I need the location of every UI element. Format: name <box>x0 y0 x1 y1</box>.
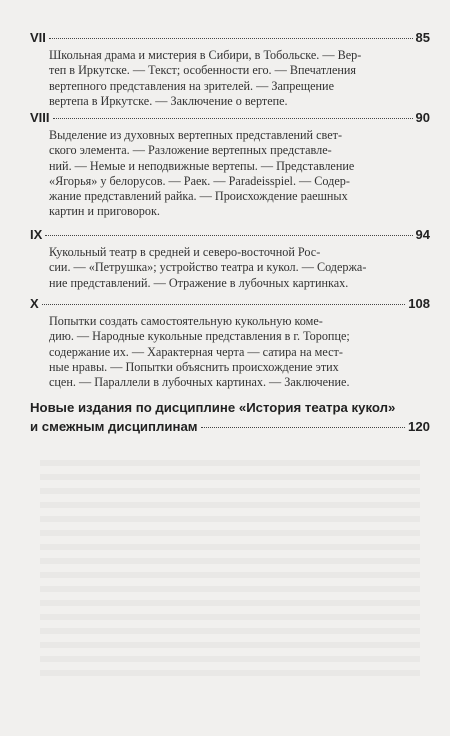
bleed-through-shadow <box>40 460 420 680</box>
chapter-summary <box>49 128 430 220</box>
final-heading-text: Новые издания по дисциплине «История театра кукол» <box>30 400 396 415</box>
toc-entry-header <box>30 110 430 125</box>
toc-entry-ix[interactable] <box>30 227 430 291</box>
toc-entry-viii[interactable] <box>30 110 430 220</box>
toc-entry-header <box>30 30 430 45</box>
summary-line: теп в Иркутске. — Текст; особенности его. — Впечатления <box>49 63 357 78</box>
chapter-summary <box>49 48 430 109</box>
toc-entry-header <box>30 296 430 311</box>
summary-line: сии. — «Петрушка»; устройство театра и кукол. — Содержа- <box>49 260 367 275</box>
final-heading-text: и смежным дисциплинам <box>30 419 198 434</box>
chapter-numeral: IX <box>30 227 43 242</box>
page-number: 94 <box>415 227 430 242</box>
chapter-numeral: VII <box>30 30 46 45</box>
summary-line: жание представлений райка. — Происхождение раешных <box>49 189 348 204</box>
toc-entry-new-editions[interactable] <box>30 398 430 436</box>
final-heading-line <box>30 417 430 436</box>
leader-dots <box>53 118 413 119</box>
summary-line: Школьная драма и мистерия в Сибири, в Тобольске. — Вер- <box>49 48 362 62</box>
summary-line: ные нравы. — Попытки объяснить происхождение этих <box>49 359 339 374</box>
summary-line: ского элемента. — Разложение вертепных представле- <box>49 143 332 158</box>
leader-dots <box>45 235 412 236</box>
summary-line: ний. — Немые и неподвижные вертепы. — Представление <box>49 158 355 173</box>
toc-entry-vii[interactable] <box>30 30 430 109</box>
chapter-summary <box>49 314 430 390</box>
leader-dots <box>201 427 405 428</box>
summary-line: «Ягорья» у белорусов. — Раек. — Paradeisspiel. — Содер- <box>49 173 350 188</box>
page-number: 108 <box>408 296 430 311</box>
page-number: 90 <box>415 110 430 125</box>
summary-line: Попытки создать самостоятельную кукольную коме- <box>49 314 323 328</box>
summary-line: сцен. — Параллели в лубочных картинах. — Заключение. <box>49 375 350 390</box>
leader-dots <box>49 38 413 39</box>
summary-line: картин и приговорок. <box>49 204 160 219</box>
chapter-numeral: VIII <box>30 110 50 125</box>
summary-line: содержание их. — Характерная черта — сатира на мест- <box>49 344 343 359</box>
summary-line: Выделение из духовных вертепных представлений свет- <box>49 128 343 142</box>
toc-entry-x[interactable] <box>30 296 430 390</box>
final-heading-line <box>30 398 430 417</box>
toc-entry-header <box>30 227 430 242</box>
summary-line: Кукольный театр в средней и северо-восточной Рос- <box>49 245 321 259</box>
summary-line: дию. — Народные кукольные представления в г. Торопце; <box>49 329 350 344</box>
summary-line: вертепного представления на зрителей. — Запрещение <box>49 78 334 93</box>
page-number: 85 <box>415 30 430 45</box>
summary-line: ние представлений. — Отражение в лубочных картинках. <box>49 275 349 290</box>
leader-dots <box>42 304 406 305</box>
chapter-numeral: X <box>30 296 39 311</box>
summary-line: вертепа в Иркутске. — Заключение о вертепе. <box>49 93 288 108</box>
chapter-summary <box>49 245 430 291</box>
page-number: 120 <box>407 419 430 434</box>
